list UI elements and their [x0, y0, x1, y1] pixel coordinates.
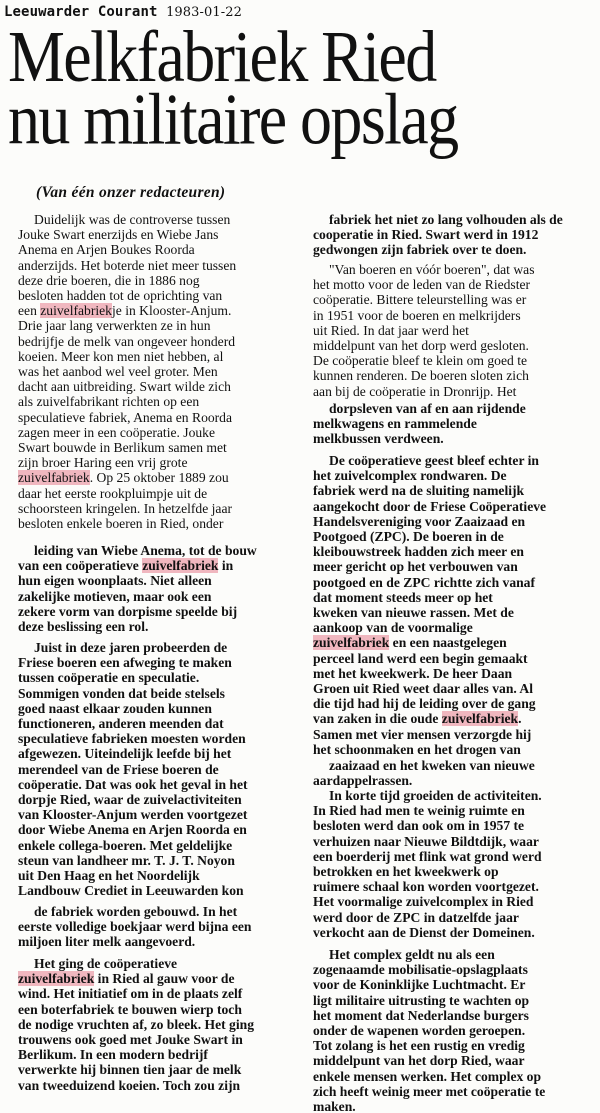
text-line: met het kweekwerk. De heer Daan — [313, 665, 513, 681]
text-line: merendeel van de Friese boeren de — [18, 761, 219, 777]
text-line: melkbussen verdween. — [313, 431, 444, 447]
paragraph — [18, 640, 290, 898]
search-highlight: zuivelfabriek — [40, 303, 112, 319]
text-line: Handelsvereniging voor Zaaizaad en — [313, 513, 526, 529]
text-line: goed naast elkaar zouden kunnen — [18, 700, 212, 716]
text-line: koeien. Meer kon men niet hebben, al — [18, 348, 224, 364]
text-line: speculatieve fabrieken moesten worden — [18, 731, 246, 747]
text-line: een boerderij met flink wat grond werd — [313, 848, 542, 864]
text-line: zuivelfabriek en een naastgelegen — [313, 635, 507, 651]
paragraph — [313, 453, 585, 757]
text-line: aardappelrassen. — [313, 773, 413, 789]
text-line: coöperatie. Dat was ook het geval in het — [18, 776, 248, 792]
text-line: "Van boeren en vóór boeren", dat was — [329, 262, 535, 277]
text-line: het motto voor de leden van de Riedster — [313, 277, 531, 293]
text-line: onder de wapenen worden geroepen. — [313, 1023, 526, 1039]
text-line: bedrijfje de melk van ongeveer honderd — [18, 333, 236, 349]
text-line: Samen met vier mensen verzorgde hij — [313, 726, 532, 742]
text-line: In korte tijd groeiden de activiteiten. — [329, 788, 542, 803]
text-line: Jouke Swart enerzijds en Wiebe Jans — [18, 227, 219, 243]
text-line: Het complex geldt nu als een — [329, 947, 495, 962]
text-line: coöperatie. Bittere teleurstelling was er — [313, 292, 527, 308]
text-line: speculatieve fabriek, Anema en Roorda — [18, 409, 233, 425]
text-line: hun eigen woonplaats. Niet alleen — [18, 573, 212, 589]
headline-line-2: nu militaire opslag — [8, 77, 458, 160]
search-highlight: zuivelfabriek — [18, 971, 95, 987]
text-line: aan bij de coöperatie in Dronrijp. Het — [313, 383, 517, 399]
text-line: Het voormalige zuivelcomplex in Ried — [313, 894, 534, 910]
text-line: schoorsteen kringelen. In hetzelfde jaar — [18, 500, 233, 516]
text-line: zich heeft weinig meer met coöperatie te — [313, 1083, 546, 1099]
text-line: Groen uit Ried weet daar alles van. Al — [313, 681, 534, 697]
text-line: het moment dat Nederlandse burgers — [313, 1007, 529, 1023]
text-line: Het ging de coöperatieve — [34, 956, 178, 971]
text-line: zuivelfabriek in Ried al gauw voor de — [18, 971, 235, 987]
text-line: verkocht aan de Dienst der Domeinen. — [313, 924, 535, 940]
publication-date: 1983-01-22 — [166, 5, 243, 20]
text-line: Juist in deze jaren probeerden de — [34, 640, 228, 655]
paragraph — [313, 758, 585, 788]
text-line: verwerkte hij binnen tien jaar de melk — [18, 1062, 242, 1078]
text-line: De coöperatieve geest bleef echter in — [329, 453, 539, 468]
text-line: aangekocht door de Friese Coöperatieve — [313, 498, 547, 514]
text-line: zekere vorm van dorpisme speelde bij — [18, 603, 238, 619]
text-line: enkele collega-boeren. Met geldelijke — [18, 837, 233, 853]
text-line: een boterfabriek te bouwen wierp toch — [18, 1001, 242, 1017]
text-line: dacht aan uitbreiding. Swart wilde zich — [18, 379, 231, 395]
text-line: van een coöperatieve zuivelfabriek in — [18, 558, 234, 574]
newspaper-name: Leeuwarder Courant — [4, 4, 158, 20]
text-line: cooperatie in Ried. Swart werd in 1912 — [313, 227, 539, 243]
text-line: besloten werd dan ook om in 1957 te — [313, 818, 525, 834]
text-line: betrokken en het kweekwerk op — [313, 864, 499, 880]
paragraph — [18, 904, 290, 950]
text-line: zogenaamde mobilisatie-opslagplaats — [313, 962, 528, 978]
text-line: zaaizaad en het kweken van nieuwe — [329, 758, 535, 773]
search-highlight: zuivelfabriek — [18, 470, 90, 486]
text-line: kweken van nieuwe rassen. Met de — [313, 605, 514, 621]
text-line: deze beslissing een rol. — [18, 619, 149, 635]
text-line: de fabriek worden gebouwd. In het — [34, 904, 238, 919]
text-line: fabriek het niet zo lang volhouden als de — [329, 212, 563, 227]
text-line: werd door de ZPC in datzelfde jaar — [313, 909, 519, 925]
text-line: functioneren, anderen meenden dat — [18, 716, 224, 732]
text-line: afgewezen. Uiteindelijk leefde bij het — [18, 746, 232, 762]
paragraph — [18, 543, 290, 634]
text-line: van zaken in die oude zuivelfabriek. — [313, 711, 522, 727]
text-line: van tweeduizend koeien. Toch zou zijn — [18, 1077, 241, 1093]
text-line: tussen coöperatie en speculatie. — [18, 670, 200, 686]
text-line: dorpsleven van af en aan rijdende — [329, 401, 526, 416]
text-line: eerste volledige boekjaar werd bijna een — [18, 919, 252, 935]
paragraph — [313, 947, 585, 1113]
text-line: Pootgoed (ZPC). De boeren in de — [313, 529, 504, 545]
paragraph — [313, 212, 585, 258]
text-line: wind. Het initiatief om in de plaats zelf — [18, 986, 243, 1002]
text-line: Landbouw Crediet in Leeuwarden kon — [18, 883, 244, 899]
text-line: enkele mensen werken. Het complex op — [313, 1068, 542, 1084]
text-line: dorpje Ried, waar de zuivelactiviteiten — [18, 792, 242, 808]
text-line: meer gericht op het verbouwen van — [313, 559, 518, 575]
text-line: pootgoed en de ZPC richtte zich vanaf — [313, 574, 536, 590]
text-line: gedwongen zijn fabriek over te doen. — [313, 242, 527, 258]
text-line: kleibouwstreek hadden zich meer en — [313, 544, 524, 560]
text-line: Tot zolang is het een rustig en vredig — [313, 1038, 525, 1054]
text-line: middelpunt van het dorp werd gesloten. — [313, 338, 529, 354]
text-line: deze drie boeren, die in 1886 nog — [18, 272, 200, 288]
search-highlight: zuivelfabriek — [441, 711, 519, 727]
text-line: Duidelijk was de controverse tussen — [34, 212, 231, 227]
text-line: kunnen renderen. De boeren sloten zich — [313, 368, 529, 384]
text-line: middelpunt van het dorp Ried, waar — [313, 1053, 525, 1069]
text-line: Swart bouwde in Berlikum samen met — [18, 440, 227, 456]
text-line: besloten enkele boeren in Ried, onder — [18, 516, 224, 532]
text-line: Anema en Arjen Boukes Roorda — [18, 242, 195, 258]
text-line: Sommigen vonden dat beide stelsels — [18, 685, 225, 701]
text-line: verhuizen naar Nieuwe Bildtdijk, waar — [313, 833, 539, 849]
text-line: van Klooster-Anjum werden voortgezet — [18, 807, 248, 823]
text-line: trouwens ook goed met Jouke Swart in — [18, 1032, 243, 1048]
text-line: Friese boeren een afweging te maken — [18, 655, 232, 671]
paragraph — [313, 262, 585, 399]
text-line: melkwagens en rammelende — [313, 416, 477, 432]
paragraph — [313, 788, 585, 940]
text-line: in 1951 voor de boeren en melkrijders — [313, 307, 521, 323]
text-line: steun van landheer mr. T. J. T. Noyon — [18, 852, 235, 868]
text-line: miljoen liter melk aangevoerd. — [18, 934, 196, 950]
text-line: als zuivelfabrikant richten op een — [18, 394, 200, 410]
text-line: uit Den Haag en het Noordelijk — [18, 868, 200, 884]
text-line: perceel land werd een begin gemaakt — [313, 650, 528, 666]
text-line: aankoop van de voormalige — [313, 620, 473, 636]
text-line: fabriek werd na de sluiting namelijk — [313, 483, 525, 499]
text-line: uit Ried. In dat jaar werd het — [313, 322, 469, 338]
text-line: leiding van Wiebe Anema, tot de bouw — [34, 543, 257, 558]
text-line: was het aanbod wel veel groter. Men — [18, 364, 218, 380]
text-line: zijn broer Haring een vrij grote — [18, 455, 188, 471]
text-line: ligt militaire uitrusting te wachten op — [313, 992, 530, 1008]
text-line: anderzijds. Het boterde niet meer tussen — [18, 257, 237, 273]
text-line: voor de Koninklijke Luchtmacht. Er — [313, 977, 526, 993]
text-line: zuivelfabriek. Op 25 oktober 1889 zou — [18, 470, 229, 486]
headline-line-1: Melkfabriek Ried — [8, 15, 436, 98]
text-line: In Ried had men te weinig ruimte en — [313, 803, 525, 819]
text-line: de nodige vruchten af, zo bleek. Het ging — [18, 1016, 254, 1032]
text-line: Berlikum. In een modern bedrijf — [18, 1047, 208, 1063]
text-line: maken. — [313, 1099, 356, 1113]
paragraph — [18, 956, 290, 1093]
text-line: zakelijke motieven, maar ook een — [18, 588, 212, 604]
text-line: die tijd had hij de leiding over de gang — [313, 696, 536, 712]
headline — [8, 15, 598, 160]
text-line: zagen meer in een coöperatie. Jouke — [18, 424, 216, 440]
text-line: door Wiebe Anema en Arjen Roorda en — [18, 822, 247, 838]
search-highlight: zuivelfabriek — [142, 558, 219, 574]
text-line: een zuivelfabriekje in Klooster-Anjum. — [18, 303, 232, 319]
text-line: ruimere schaal kon worden voortgezet. — [313, 879, 539, 895]
byline: (Van één onzer redacteuren) — [36, 184, 226, 201]
text-line: besloten hadden tot de oprichting van — [18, 288, 223, 304]
text-line: Drie jaar lang verwerkten ze in hun — [18, 318, 211, 334]
search-highlight: zuivelfabriek — [313, 635, 390, 651]
text-line: dat moment steeds meer op het — [313, 589, 493, 605]
text-line: het zuivelcomplex rondwaren. De — [313, 468, 507, 484]
paragraph — [313, 401, 585, 447]
text-line: De coöperatie bleef te klein om goed te — [313, 353, 528, 369]
paragraph — [18, 212, 290, 531]
text-line: het schoonmaken en het drogen van — [313, 741, 521, 757]
text-line: daar het eerste rookpluimpje uit de — [18, 485, 208, 501]
